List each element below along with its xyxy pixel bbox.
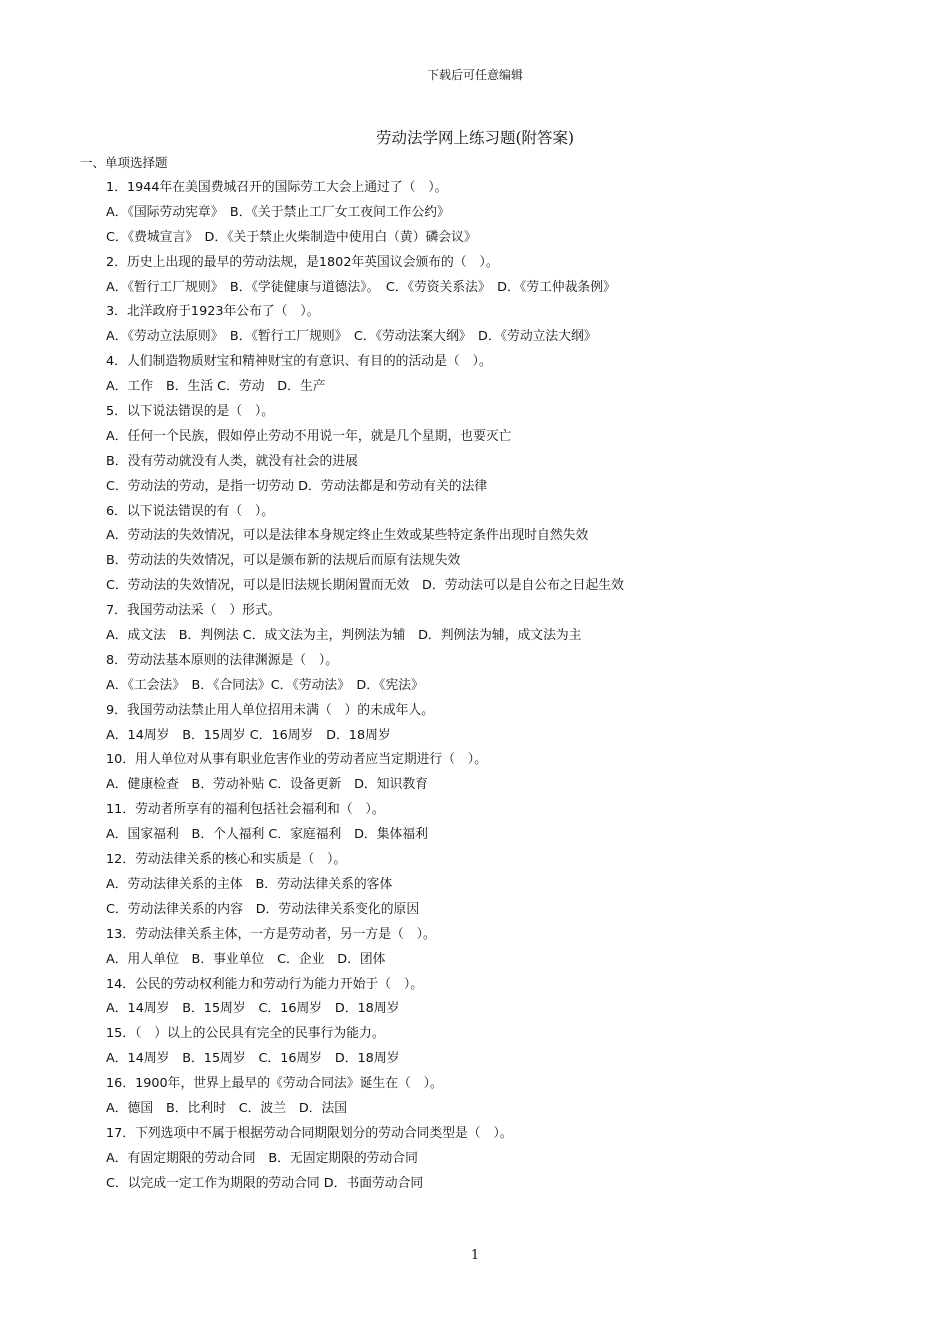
options-line: A．成文法 B．判例法 C．成文法为主，判例法为辅 D．判例法为辅，成文法为主 [106, 628, 582, 644]
question-line: 1．1944年在美国费城召开的国际劳工大会上通过了（ ）。 [106, 180, 448, 195]
question-line: 4．人们制造物质财宝和精神财宝的有意识、有目的的活动是（ ）。 [106, 354, 492, 370]
options-line: A．用人单位 B．事业单位 C．企业 D．团体 [106, 951, 386, 967]
question-line: 3．北洋政府于1923年公布了（ ）。 [106, 304, 320, 320]
question-line: 7．我国劳动法采（ ）形式。 [106, 603, 281, 619]
question-list [106, 176, 910, 1197]
question-line: 11．劳动者所享有的福利包括社会福利和（ ）。 [106, 802, 385, 818]
options-line: A．14周岁 B．15周岁 C．16周岁 D．18周岁 [106, 1001, 400, 1017]
page-number: 1 [470, 1248, 480, 1263]
question-line: 12．劳动法律关系的核心和实质是（ ）。 [106, 852, 347, 868]
question-line: 9．我国劳动法禁止用人单位招用未满（ ）的未成年人。 [106, 702, 435, 718]
question-line: 14．公民的劳动权利能力和劳动行为能力开始于（ ）。 [106, 976, 424, 992]
options-line: A．国家福利 B．个人福利 C．家庭福利 D．集体福利 [106, 827, 428, 843]
options-line: B．没有劳动就没有人类，就没有社会的进展 [106, 453, 358, 469]
question-line: 8．劳动法基本原则的法律渊源是（ ）。 [106, 652, 339, 668]
options-line: A．《劳动立法原则》 B．《暂行工厂规则》 C．《劳动法案大纲》 D．《劳动立法大纲》 [106, 329, 597, 345]
options-line: A．任何一个民族，假如停止劳动不用说一年，就是几个星期，也要灭亡 [106, 428, 512, 444]
options-line: A．劳动法律关系的主体 B．劳动法律关系的客体 [106, 876, 393, 892]
question-line: 10．用人单位对从事有职业危害作业的劳动者应当定期进行（ ）。 [106, 752, 487, 768]
options-line: A．德国 B．比利时 C．波兰 D．法国 [106, 1100, 348, 1116]
header-note: 下载后可任意编辑 [426, 68, 523, 82]
options-line: A．工作 B．生活 C．劳动 D．生产 [106, 379, 326, 395]
options-line: B．劳动法的失效情况，可以是颁布新的法规后而原有法规失效 [106, 553, 461, 569]
options-line: A．健康检查 B．劳动补贴 C．设备更新 D．知识教育 [106, 777, 428, 793]
question-line: 5．以下说法错误的是（ ）。 [106, 404, 275, 420]
section-heading: 一、单项选择题 [80, 155, 168, 170]
options-line: A．劳动法的失效情况，可以是法律本身规定终止生效或某些特定条件出现时自然失效 [106, 528, 589, 544]
options-line: C．劳动法律关系的内容 D．劳动法律关系变化的原因 [106, 901, 420, 917]
document-title: 劳动法学网上练习题(附答案) [375, 129, 575, 147]
options-line: A．《国际劳动宪章》 B．《关于禁止工厂女工夜间工作公约》 [106, 204, 450, 220]
question-line: 13．劳动法律关系主体，一方是劳动者，另一方是（ ）。 [106, 926, 436, 942]
options-line: C．以完成一定工作为期限的劳动合同 D．书面劳动合同 [106, 1175, 424, 1191]
options-line: C．劳动法的劳动，是指一切劳动 D．劳动法都是和劳动有关的法律 [106, 478, 488, 494]
options-line: A．有固定期限的劳动合同 B．无固定期限的劳动合同 [106, 1150, 418, 1166]
options-line: A．14周岁 B．15周岁 C．16周岁 D．18周岁 [106, 727, 391, 743]
question-line: 6．以下说法错误的有（ ）。 [106, 503, 275, 519]
options-line: A．14周岁 B．15周岁 C．16周岁 D．18周岁 [106, 1051, 400, 1067]
options-line: C．劳动法的失效情况，可以是旧法规长期闲置而无效 D．劳动法可以是自公布之日起生效 [106, 578, 624, 594]
options-line: A．《工会法》 B．《合同法》C．《劳动法》 D．《宪法》 [106, 677, 424, 693]
options-line: C．《费城宣言》 D．《关于禁止火柴制造中使用白（黄）磷会议》 [106, 229, 477, 245]
question-line: 17．下列选项中不属于根据劳动合同期限划分的劳动合同类型是（ ）。 [106, 1125, 513, 1141]
question-line: 16．1900年，世界上最早的《劳动合同法》诞生在（ ）。 [106, 1076, 443, 1092]
question-line: 15．（ ）以上的公民具有完全的民事行为能力。 [106, 1026, 385, 1042]
options-line: A．《暂行工厂规则》 B．《学徒健康与道德法》。 C．《劳资关系法》 D．《劳工仲裁条例》 [106, 279, 616, 295]
question-line: 2．历史上出现的最早的劳动法规，是1802年英国议会颁布的（ ）。 [106, 254, 499, 270]
